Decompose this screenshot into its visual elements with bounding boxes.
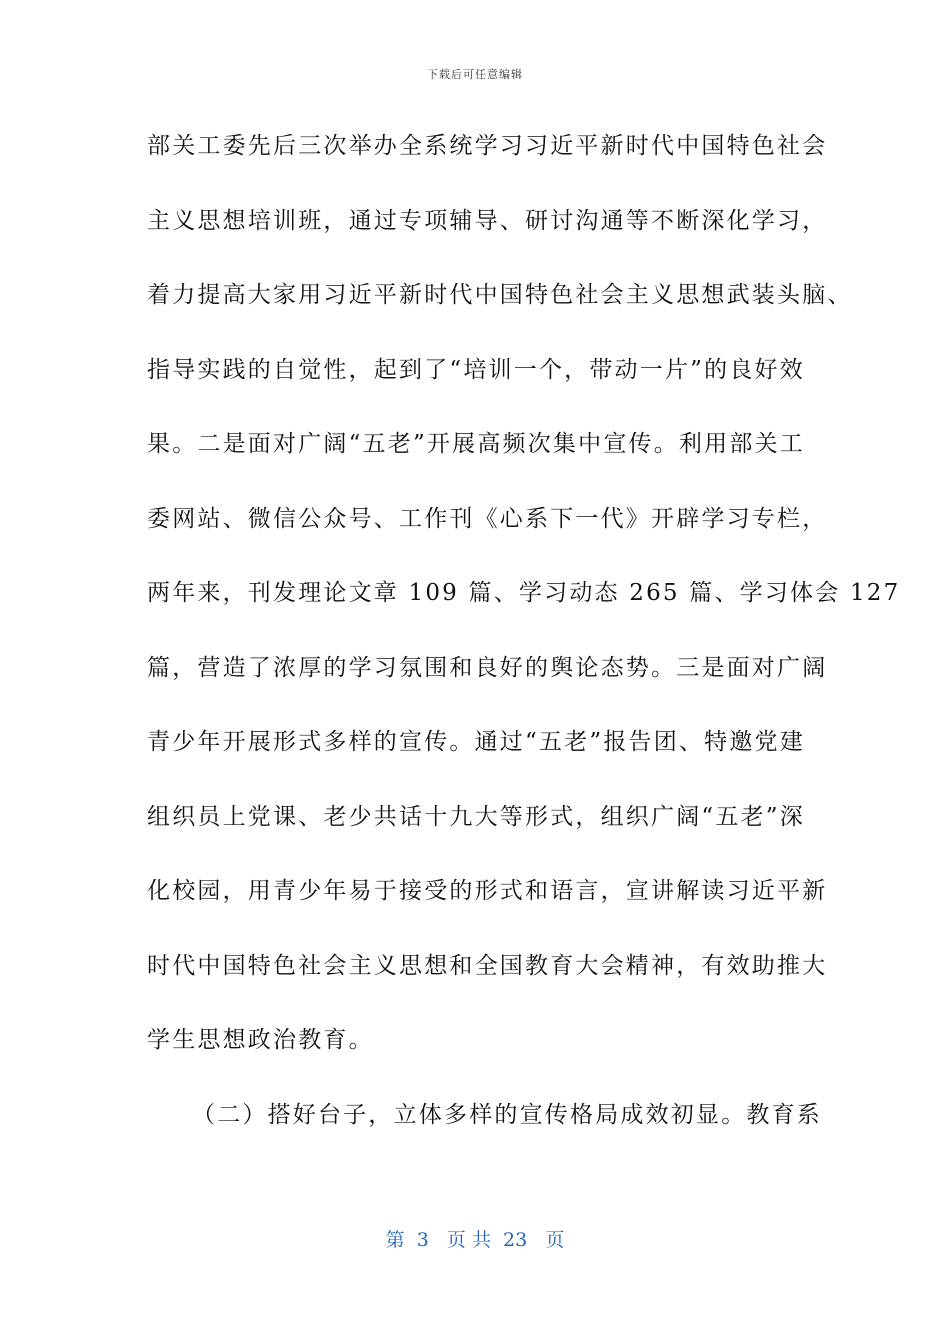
text-line: 着力提高大家用习近平新时代中国特色社会主义思想武装头脑、 (147, 282, 853, 308)
text-line: 指导实践的自觉性，起到了“培训一个，带动一片”的良好效 (147, 356, 805, 383)
body-text (147, 118, 901, 1161)
section-heading-line: （二）搭好台子，立体多样的宣传格局成效初显。教育系 (192, 1101, 822, 1128)
text-line: 青少年开展形式多样的宣传。通过“五老”报告团、特邀党建 (147, 729, 805, 755)
text-line: 委网站、微信公众号、工作刊《心系下一代》开辟学习专栏， (147, 505, 828, 532)
text-line: 组织员上党课、老少共话十九大等形式，组织广阔“五老”深 (147, 803, 805, 830)
text-line: 化校园，用青少年易于接受的形式和语言，宣讲解读习近平新 (147, 878, 828, 904)
text-line: 主义思想培训班，通过专项辅导、研讨沟通等不断深化学习， (147, 207, 828, 234)
text-line: 两年来，刊发理论文章 109 篇、学习动态 265 篇、学习体会 127 (147, 580, 901, 606)
text-line: 部关工委先后三次举办全系统学习习近平新时代中国特色社会 (147, 133, 828, 159)
text-line: 学生思想政治教育。 (147, 1027, 374, 1053)
text-line: 时代中国特色社会主义思想和全国教育大会精神，有效助推大 (147, 952, 828, 979)
text-line: 篇，营造了浓厚的学习氛围和良好的舆论态势。三是面对广阔 (147, 654, 828, 681)
text-line: 果。二是面对广阔“五老”开展高频次集中宣传。利用部关工 (147, 431, 805, 457)
page-number-footer: 第 3 页 共 23 页 (385, 1229, 565, 1251)
header-note: 下载后可任意编辑 (427, 68, 523, 81)
